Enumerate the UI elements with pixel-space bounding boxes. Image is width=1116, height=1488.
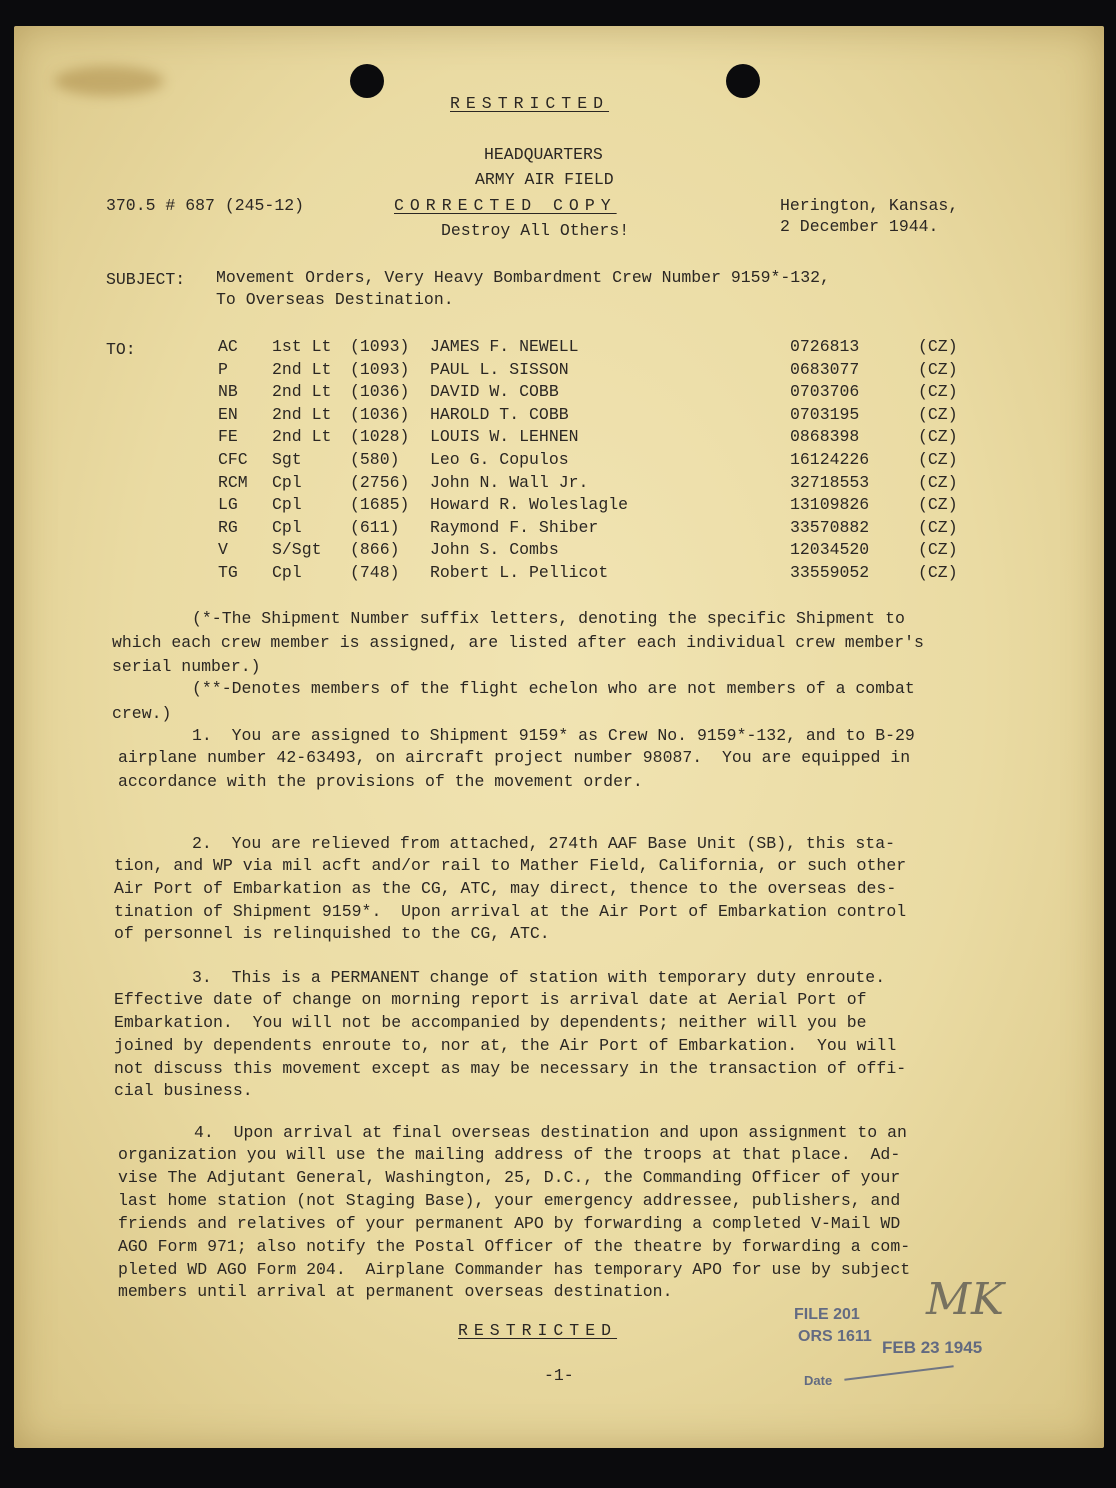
crew-rank: Cpl — [272, 495, 302, 515]
para-2-line-4: tination of Shipment 9159*. Upon arrival at the Air Port of Embarkation control — [114, 902, 907, 921]
file-reference: 370.5 # 687 (245-12) — [106, 196, 305, 215]
crew-position: CFC — [218, 450, 248, 469]
crew-rank: Cpl — [272, 517, 302, 537]
crew-name: Robert L. Pellicot — [430, 563, 609, 582]
para-2-line-5: of personnel is relinquished to the CG, ATC. — [114, 924, 550, 943]
para-4-line-4: last home station (not Staging Base), your emergency addressee, publishers, and — [118, 1191, 901, 1210]
hq-heading: HEADQUARTERS — [484, 145, 603, 164]
para-3-line-1: 3. This is a PERMANENT change of station with temporary duty enroute. — [192, 968, 886, 987]
destroy-note: Destroy All Others! — [441, 221, 630, 240]
para-1-line-3: accordance with the provisions of the movement order. — [118, 772, 643, 791]
crew-name: Howard R. Woleslagle — [430, 495, 629, 515]
crew-shipment-suffix: (CZ) — [918, 472, 958, 492]
crew-serial: 0703706 — [790, 382, 860, 402]
crew-serial: 0726813 — [790, 337, 860, 356]
corrected-copy: CORRECTED COPY — [394, 196, 617, 215]
crew-serial: 0703195 — [790, 404, 860, 424]
crew-serial: 32718553 — [790, 472, 870, 492]
para-2-line-2: tion, and WP via mil acft and/or rail to Mather Field, California, or such other — [114, 856, 907, 875]
crew-position: EN — [218, 404, 238, 424]
crew-name: DAVID W. COBB — [430, 382, 559, 402]
crew-serial: 33570882 — [790, 517, 870, 537]
crew-name: LOUIS W. LEHNEN — [430, 427, 579, 447]
crew-mos-code: (1093) — [350, 337, 410, 356]
classification-bottom: RESTRICTED — [458, 1321, 618, 1340]
date: 2 December 1944. — [780, 217, 939, 236]
page-number: -1- — [544, 1366, 574, 1385]
document-page — [14, 26, 1104, 1448]
crew-mos-code: (748) — [350, 563, 400, 582]
crew-position: TG — [218, 563, 238, 582]
crew-mos-code: (1036) — [350, 382, 410, 402]
crew-position: P — [218, 359, 228, 379]
note-1-line-1: (*-The Shipment Number suffix letters, denoting the specific Shipment to — [192, 609, 905, 628]
crew-rank: Cpl — [272, 472, 302, 492]
crew-shipment-suffix: (CZ) — [918, 517, 958, 537]
crew-shipment-suffix: (CZ) — [918, 359, 958, 379]
para-3-line-2: Effective date of change on morning report is arrival date at Aerial Port of — [114, 990, 867, 1009]
crew-serial: 12034520 — [790, 540, 870, 560]
location: Herington, Kansas, — [780, 196, 959, 215]
para-1-line-1: 1. You are assigned to Shipment 9159* as Crew No. 9159*-132, and to B-29 — [192, 726, 915, 745]
crew-mos-code: (2756) — [350, 472, 410, 492]
crew-shipment-suffix: (CZ) — [918, 337, 958, 356]
subject-line-2: To Overseas Destination. — [216, 290, 454, 309]
subject-line-1: Movement Orders, Very Heavy Bombardment Crew Number 9159*-132, — [216, 268, 830, 287]
crew-shipment-suffix: (CZ) — [918, 404, 958, 424]
note-2-line-2: crew.) — [112, 704, 172, 723]
crew-position: LG — [218, 495, 238, 515]
crew-position: AC — [218, 337, 238, 356]
crew-serial: 0868398 — [790, 427, 860, 447]
para-3-line-5: not discuss this movement except as may be necessary in the transaction of offi- — [114, 1059, 907, 1078]
initials-signature: MK — [926, 1274, 1004, 1325]
crew-shipment-suffix: (CZ) — [918, 495, 958, 515]
date-stamp: FEB 23 1945 — [882, 1338, 983, 1357]
crew-mos-code: (866) — [350, 540, 400, 560]
para-4-line-1: 4. Upon arrival at final overseas destination and upon assignment to an — [194, 1123, 907, 1142]
crew-name: John N. Wall Jr. — [430, 472, 589, 492]
para-3-line-6: cial business. — [114, 1081, 253, 1100]
crew-shipment-suffix: (CZ) — [918, 563, 958, 582]
age-stain — [54, 66, 164, 96]
crew-rank: Cpl — [272, 563, 302, 582]
para-4-line-6: AGO Form 971; also notify the Postal Officer of the theatre by forwarding a com- — [118, 1237, 911, 1256]
crew-position: FE — [218, 427, 238, 447]
para-4-line-8: members until arrival at permanent overseas destination. — [118, 1282, 673, 1301]
crew-rank: 1st Lt — [272, 337, 332, 356]
crew-rank: S/Sgt — [272, 540, 322, 560]
para-4-line-5: friends and relatives of your permanent APO by forwarding a completed V-Mail WD — [118, 1214, 901, 1233]
para-2-line-3: Air Port of Embarkation as the CG, ATC, may direct, thence to the overseas des- — [114, 879, 897, 898]
note-1-line-2: which each crew member is assigned, are listed after each individual crew member's — [112, 633, 924, 652]
crew-shipment-suffix: (CZ) — [918, 382, 958, 402]
note-2-line-1: (**-Denotes members of the flight echelon who are not members of a combat — [192, 679, 915, 698]
punch-hole-left — [350, 64, 384, 98]
crew-position: V — [218, 540, 228, 560]
crew-mos-code: (1093) — [350, 359, 410, 379]
crew-serial: 16124226 — [790, 450, 870, 469]
para-1-line-2: airplane number 42-63493, on aircraft project number 98087. You are equipped in — [118, 748, 911, 767]
crew-rank: 2nd Lt — [272, 382, 332, 402]
date-stamp-line — [844, 1365, 953, 1380]
crew-serial: 0683077 — [790, 359, 860, 379]
crew-mos-code: (580) — [350, 450, 400, 469]
crew-rank: 2nd Lt — [272, 404, 332, 424]
crew-name: Raymond F. Shiber — [430, 517, 599, 537]
crew-position: NB — [218, 382, 238, 402]
crew-rank: 2nd Lt — [272, 427, 332, 447]
file-stamp-line-2: ORS 1611 — [798, 1328, 872, 1345]
crew-serial: 13109826 — [790, 495, 870, 515]
crew-name: HAROLD T. COBB — [430, 404, 569, 424]
unit-heading: ARMY AIR FIELD — [475, 170, 614, 189]
crew-mos-code: (611) — [350, 517, 400, 537]
date-stamp-label: Date — [804, 1373, 833, 1388]
para-4-line-3: vise The Adjutant General, Washington, 25, D.C., the Commanding Officer of your — [118, 1168, 901, 1187]
para-4-line-2: organization you will use the mailing address of the troops at that place. Ad- — [118, 1145, 901, 1164]
crew-mos-code: (1036) — [350, 404, 410, 424]
crew-mos-code: (1028) — [350, 427, 410, 447]
classification-top: RESTRICTED — [450, 94, 610, 113]
to-label: TO: — [106, 340, 136, 359]
crew-shipment-suffix: (CZ) — [918, 427, 958, 447]
crew-name: Leo G. Copulos — [430, 450, 569, 469]
crew-mos-code: (1685) — [350, 495, 410, 515]
subject-label: SUBJECT: — [106, 270, 186, 289]
para-3-line-3: Embarkation. You will not be accompanied by dependents; neither will you be — [114, 1013, 867, 1032]
crew-name: John S. Combs — [430, 540, 559, 560]
crew-position: RCM — [218, 472, 248, 492]
crew-shipment-suffix: (CZ) — [918, 450, 958, 469]
crew-position: RG — [218, 517, 238, 537]
crew-name: JAMES F. NEWELL — [430, 337, 579, 356]
crew-rank: Sgt — [272, 450, 302, 469]
para-3-line-4: joined by dependents enroute to, nor at, the Air Port of Embarkation. You will — [114, 1036, 897, 1055]
crew-serial: 33559052 — [790, 563, 870, 582]
punch-hole-right — [726, 64, 760, 98]
crew-shipment-suffix: (CZ) — [918, 540, 958, 560]
para-2-line-1: 2. You are relieved from attached, 274th AAF Base Unit (SB), this sta- — [192, 834, 896, 853]
crew-name: PAUL L. SISSON — [430, 359, 569, 379]
file-stamp-line-1: FILE 201 — [794, 1306, 860, 1323]
para-4-line-7: pleted WD AGO Form 204. Airplane Commander has temporary APO for use by subject — [118, 1260, 911, 1279]
crew-rank: 2nd Lt — [272, 359, 332, 379]
note-1-line-3: serial number.) — [112, 657, 261, 676]
